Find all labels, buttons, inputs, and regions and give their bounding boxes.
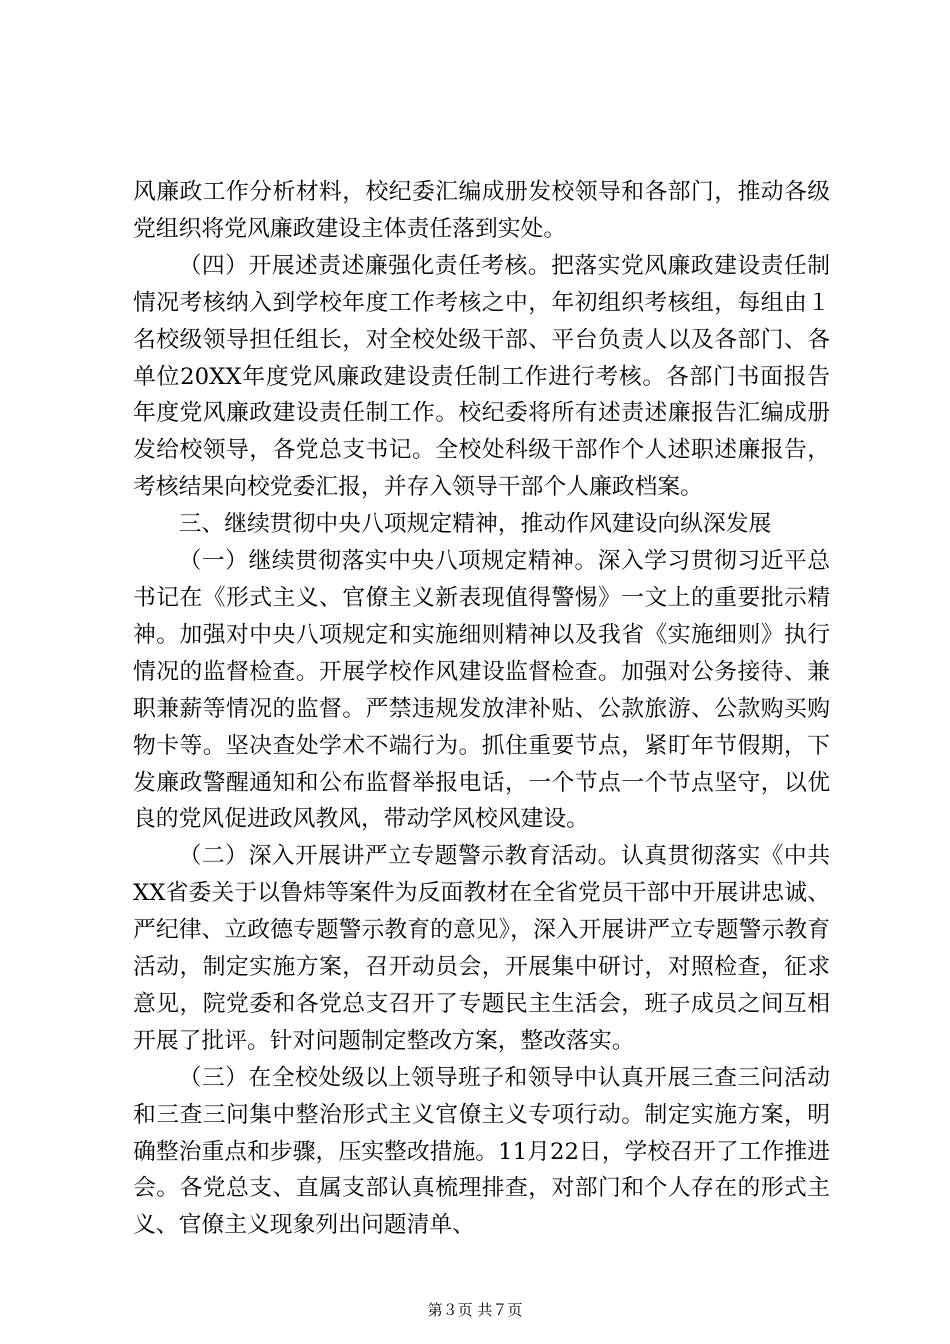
page-number-footer: 第３页 共７页 bbox=[427, 1301, 523, 1319]
paragraph: （二）深入开展讲严立专题警示教育活动。认真贯彻落实《中共XX省委关于以鲁炜等案件为反面教材在全省党员干部中开展讲忠诚、严纪律、立政德专题警示教育的意见》，深入开展讲严立专题警示教育活动，制定实施方案，召开动员会，开展集中研讨，对照检查，征求意见，院党委和各党总支召开了专题民主生活会，班子成员之间互相开展了批评。针对问题制定整改方案，整改落实。 bbox=[133, 843, 830, 1054]
paragraph: （四）开展述责述廉强化责任考核。把落实党风廉政建设责任制情况考核纳入到学校年度工作考核之中，年初组织考核组，每组由１名校级领导担任组长，对全校处级干部、平台负责人以及各部门、各单位20XX年度党风廉政建设责任制工作进行考核。各部门书面报告年度党风廉政建设责任制工作。校纪委将所有述责述廉报告汇编成册发给校领导，各党总支书记。全校处科级干部作个人述职述廉报告，考核结果向校党委汇报，并存入领导干部个人廉政档案。 bbox=[133, 252, 830, 501]
paragraph: 风廉政工作分析材料，校纪委汇编成册发校领导和各部门，推动各级党组织将党风廉政建设主体责任落到实处。 bbox=[133, 179, 830, 242]
document-body bbox=[133, 174, 830, 1244]
paragraph: （三）在全校处级以上领导班子和领导中认真开展三查三问活动和三查三问集中整治形式主义官僚主义专项行动。制定实施方案，明确整治重点和步骤，压实整改措施。11月22日，学校召开了工作推进会。各党总支、直属支部认真梳理排查，对部门和个人存在的形式主义、官僚主义现象列出问题清单、 bbox=[133, 1064, 830, 1239]
section-heading: 三、继续贯彻中央八项规定精神，推动作风建设向纵深发展 bbox=[178, 511, 772, 538]
paragraph: （一）继续贯彻落实中央八项规定精神。深入学习贯彻习近平总书记在《形式主义、官僚主义新表现值得警惕》一文上的重要批示精神。加强对中央八项规定和实施细则精神以及我省《实施细则》执行情况的监督检查。开展学校作风建设监督检查。加强对公务接待、兼职兼薪等情况的监督。严禁违规发放津补贴、公款旅游、公款购买购物卡等。坚决查处学术不端行为。抓住重要节点，紧盯年节假期，下发廉政警醒通知和公布监督举报电话，一个节点一个节点坚守，以优良的党风促进政风教风，带动学风校风建设。 bbox=[133, 548, 830, 833]
